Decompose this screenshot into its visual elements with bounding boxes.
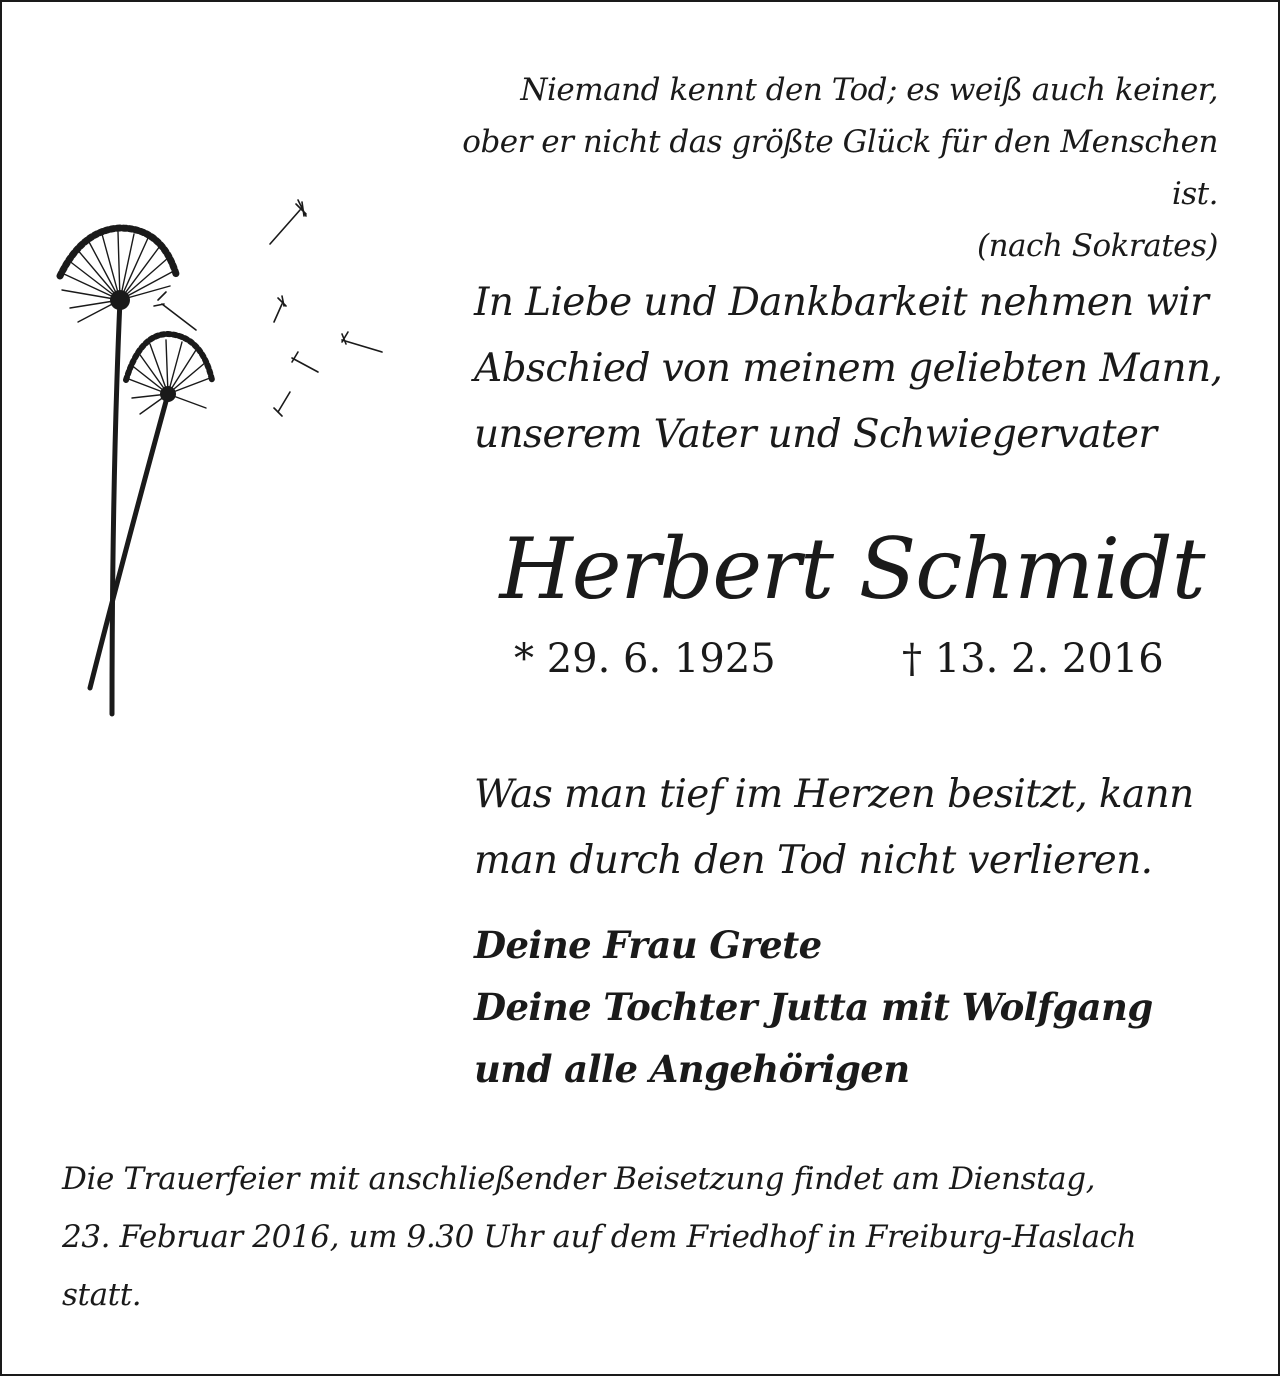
quote-line: ober er nicht das größte Glück für den Menschen ist. xyxy=(462,124,1218,212)
life-dates xyxy=(472,636,1232,696)
motto-text xyxy=(474,762,1234,894)
funeral-info xyxy=(62,1150,1224,1324)
intro-line: In Liebe und Dankbarkeit nehmen wir xyxy=(474,280,1209,325)
quote xyxy=(458,64,1218,272)
funeral-line: Die Trauerfeier mit anschließender Beisetzung findet am Dienstag, xyxy=(62,1161,1096,1197)
funeral-line: 23. Februar 2016, um 9.30 Uhr auf dem Friedhof in Freiburg-Haslach xyxy=(62,1219,1137,1255)
intro-line: Abschied von meinem geliebten Mann, xyxy=(474,346,1223,391)
funeral-line: statt. xyxy=(62,1277,142,1313)
mourners-list xyxy=(474,914,1234,1100)
mourner-line: Deine Frau Grete xyxy=(474,923,822,967)
dandelion-icon xyxy=(42,182,422,742)
intro-text xyxy=(474,270,1234,468)
mourner-line: Deine Tochter Jutta mit Wolfgang xyxy=(474,985,1153,1029)
quote-attribution: (nach Sokrates) xyxy=(976,228,1218,264)
birth-date: * 29. 6. 1925 xyxy=(514,636,776,682)
deceased-name: Herbert Schmidt xyxy=(499,520,1205,618)
motto-line: Was man tief im Herzen besitzt, kann xyxy=(474,772,1194,817)
intro-line: unserem Vater und Schwiegervater xyxy=(474,412,1157,457)
death-date: † 13. 2. 2016 xyxy=(902,636,1164,682)
mourner-line: und alle Angehörigen xyxy=(474,1047,910,1091)
motto-line: man durch den Tod nicht verlieren. xyxy=(474,838,1153,883)
quote-line: Niemand kennt den Tod; es weiß auch keiner, xyxy=(520,72,1218,108)
